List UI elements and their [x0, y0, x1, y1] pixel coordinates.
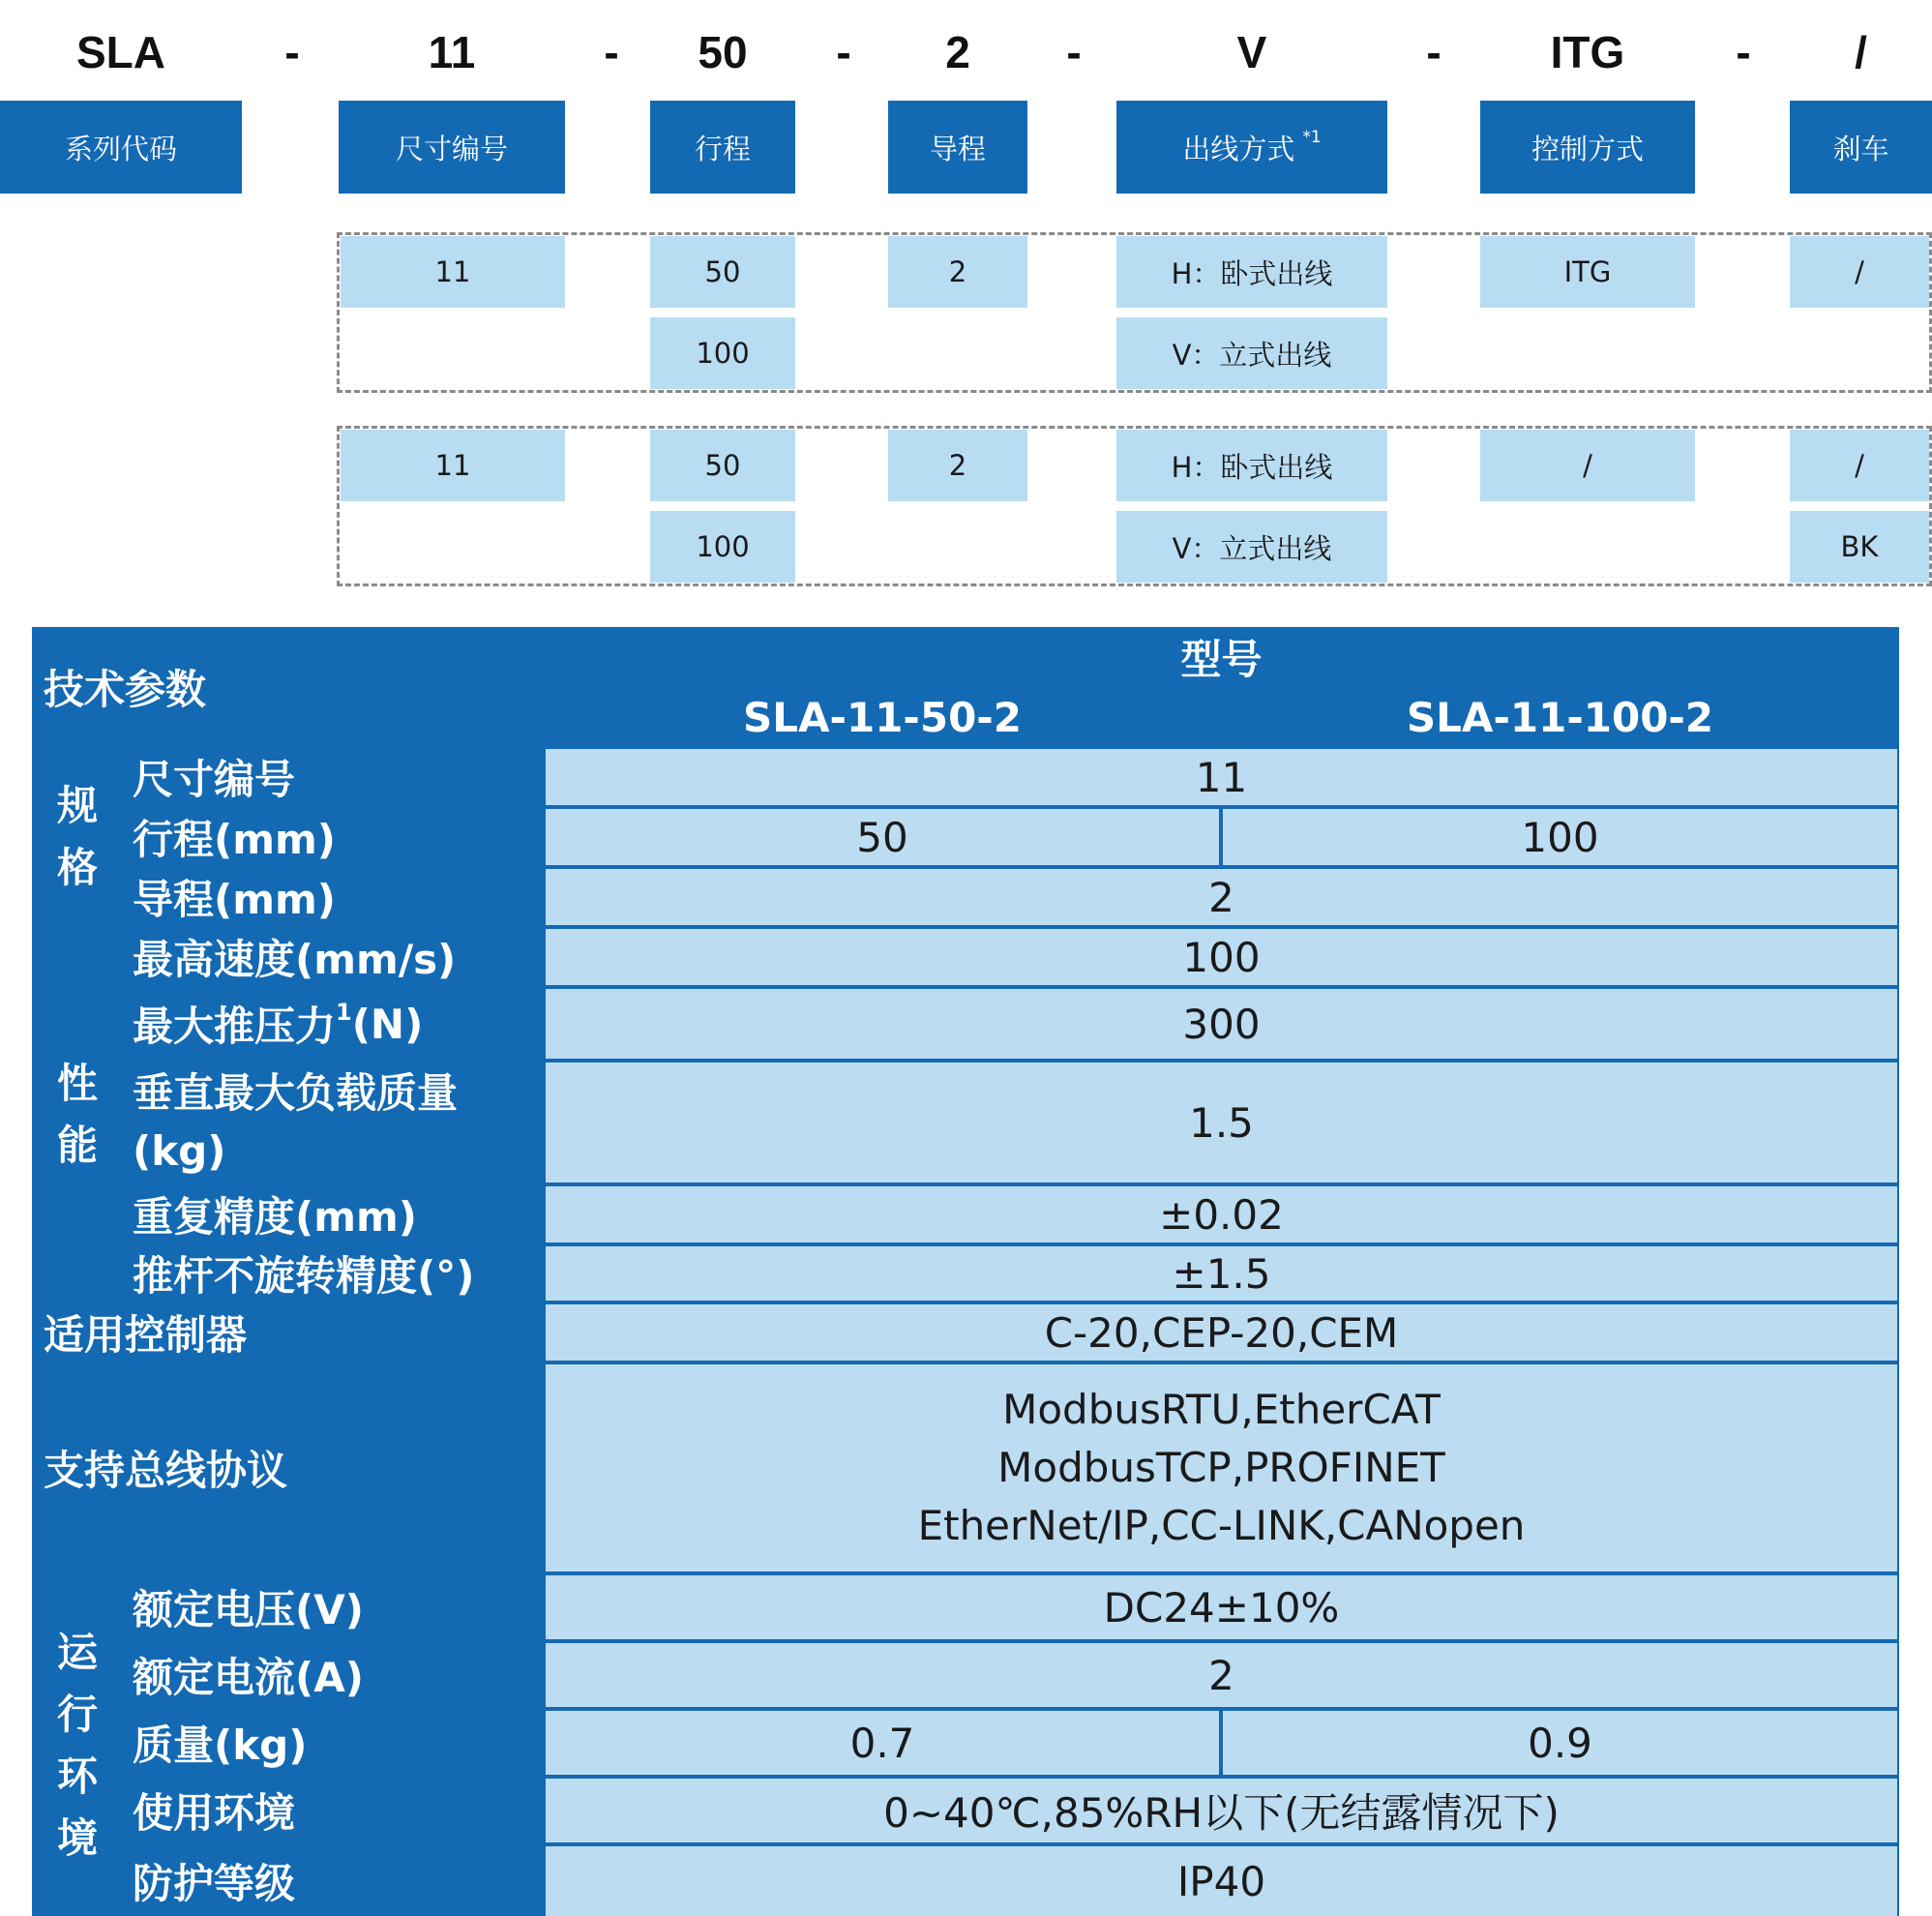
row-label-env-text: 使用环境: [133, 1789, 296, 1837]
header-lead: [888, 101, 1027, 194]
spec-title-text: 技术参数: [44, 666, 207, 713]
header-cable: [1116, 101, 1387, 194]
model-a-text: SLA-11-50-2: [743, 693, 1022, 741]
row-value-stroke-b: [1223, 809, 1897, 865]
code-separator: -: [284, 27, 300, 77]
header-stroke-label: 行程: [694, 132, 751, 165]
row-label-bus: [34, 1364, 543, 1572]
code-separator: -: [836, 27, 851, 77]
header-brake-label: 刹车: [1832, 132, 1889, 165]
code-series: SLA: [76, 27, 165, 77]
row-value-current: [546, 1643, 1897, 1707]
row-label-voltage: [123, 1575, 543, 1639]
model-b: [1223, 689, 1897, 745]
header-control: [1480, 101, 1695, 194]
row-value-load-text: 1.5: [1189, 1098, 1254, 1147]
model-header-text: 型号: [1180, 636, 1263, 683]
row-label-mass-text: 质量(kg): [133, 1721, 308, 1769]
g2-cable-v: V：立式出线: [1116, 511, 1387, 583]
row-value-env: [546, 1779, 1897, 1842]
group-performance-text: 性能: [57, 1060, 99, 1169]
row-label-lead-text: 导程(mm): [133, 876, 336, 923]
g1-cable-h: H：卧式出线: [1116, 236, 1387, 308]
header-stroke: [650, 101, 795, 194]
model-a: [546, 689, 1219, 745]
group-performance: [34, 929, 119, 1301]
g2-stroke-100: 100: [650, 511, 795, 583]
header-control-label: 控制方式: [1531, 132, 1644, 165]
row-value-force-text: 300: [1182, 1000, 1261, 1048]
row-label-size: [123, 749, 543, 805]
row-value-lead: [546, 869, 1897, 925]
code-separator: -: [1066, 27, 1082, 77]
row-value-ip-text: IP40: [1176, 1857, 1266, 1905]
row-value-current-text: 2: [1208, 1651, 1234, 1699]
row-value-speed-text: 100: [1182, 933, 1261, 981]
row-label-rotation: [123, 1246, 543, 1301]
g1-stroke-50: 50: [650, 236, 795, 308]
row-value-env-text: 0~40℃,85%RH以下(无结露情况下): [883, 1789, 1560, 1837]
row-label-mass: [123, 1711, 543, 1775]
code-separator: -: [1426, 27, 1442, 77]
row-label-current-text: 额定电流(A): [133, 1654, 364, 1701]
row-value-controller: [546, 1304, 1897, 1361]
row-value-ip: [546, 1846, 1897, 1916]
row-value-mass-a-text: 0.7: [849, 1719, 915, 1767]
g1-control: ITG: [1480, 236, 1695, 308]
header-size: [339, 101, 565, 194]
spec-title: [34, 629, 543, 745]
row-label-size-text: 尺寸编号: [133, 756, 296, 803]
g1-stroke-100: 100: [650, 317, 795, 389]
row-value-stroke-a: [546, 809, 1219, 865]
group-environment: [34, 1575, 119, 1916]
row-label-controller: [34, 1304, 543, 1361]
row-label-repeat-text: 重复精度(mm): [133, 1193, 417, 1241]
row-value-repeat-text: ±0.02: [1159, 1190, 1284, 1239]
header-size-label: 尺寸编号: [395, 132, 508, 165]
row-value-mass-b: [1223, 1711, 1897, 1775]
footnote-marker: *1: [1302, 128, 1322, 147]
row-value-rotation-text: ±1.5: [1172, 1249, 1271, 1298]
row-value-mass-b-text: 0.9: [1528, 1719, 1592, 1767]
row-label-repeat: [123, 1186, 543, 1242]
row-value-load: [546, 1063, 1897, 1183]
row-value-voltage: [546, 1575, 1897, 1639]
code-control: ITG: [1550, 27, 1625, 77]
row-label-bus-text: 支持总线协议: [44, 1447, 288, 1494]
row-label-stroke: [123, 809, 543, 865]
row-value-stroke-a-text: 50: [856, 813, 908, 861]
g2-cable-h: H：卧式出线: [1116, 430, 1387, 501]
row-value-repeat: [546, 1186, 1897, 1242]
g1-lead: 2: [888, 236, 1027, 308]
g1-brake: /: [1790, 236, 1929, 308]
header-series: [0, 101, 242, 194]
row-label-ip-text: 防护等级: [133, 1860, 296, 1907]
group-environment-text: 运行环境: [57, 1629, 99, 1862]
row-value-voltage-text: DC24±10%: [1103, 1583, 1340, 1632]
row-value-rotation: [546, 1246, 1897, 1301]
row-label-force: [123, 989, 543, 1059]
row-value-force: [546, 989, 1897, 1059]
code-size: 11: [428, 27, 476, 77]
code-separator: -: [604, 27, 619, 77]
header-lead-label: 导程: [929, 132, 986, 165]
row-label-controller-text: 适用控制器: [44, 1311, 248, 1359]
row-value-mass-a: [546, 1711, 1219, 1775]
group-specs: [34, 749, 119, 925]
model-b-text: SLA-11-100-2: [1406, 693, 1714, 741]
g2-control: /: [1480, 430, 1695, 501]
row-label-force-unit: (N): [351, 1000, 424, 1048]
row-value-bus: [546, 1364, 1897, 1572]
g1-size: 11: [341, 236, 565, 308]
g1-cable-v: V：立式出线: [1116, 317, 1387, 389]
row-label-load-text-2: (kg): [133, 1127, 226, 1175]
row-label-force-text: 最大推压力: [133, 1003, 337, 1050]
row-value-stroke-b-text: 100: [1521, 813, 1599, 861]
bus-protocol-line: ModbusTCP,PROFINET: [997, 1444, 1445, 1491]
group-specs-text: 规格: [57, 782, 99, 891]
row-label-speed: [123, 929, 543, 985]
code-stroke: 50: [698, 27, 748, 77]
code-lead: 2: [945, 27, 970, 77]
code-cable: V: [1236, 27, 1267, 77]
row-label-lead: [123, 869, 543, 925]
row-value-speed: [546, 929, 1897, 985]
code-brake: /: [1855, 27, 1867, 77]
g2-lead: 2: [888, 430, 1027, 501]
force-footnote-marker: 1: [336, 999, 352, 1026]
row-label-rotation-text: 推杆不旋转精度(°): [133, 1252, 475, 1300]
row-value-controller-text: C-20,CEP-20,CEM: [1044, 1308, 1399, 1357]
bus-protocol-line: ModbusRTU,EtherCAT: [1002, 1386, 1441, 1433]
row-label-voltage-text: 额定电压(V): [133, 1586, 364, 1633]
row-label-load: [123, 1063, 543, 1183]
row-label-speed-text: 最高速度(mm/s): [133, 936, 457, 983]
row-label-ip: [123, 1846, 543, 1916]
g2-brake-none: /: [1790, 430, 1929, 501]
model-header: [546, 629, 1897, 685]
g2-stroke-50: 50: [650, 430, 795, 501]
g2-size: 11: [341, 430, 565, 501]
row-label-stroke-text: 行程(mm): [133, 816, 336, 863]
header-series-label: 系列代码: [64, 132, 177, 165]
header-brake: [1790, 101, 1932, 194]
bus-protocol-line: EtherNet/IP,CC-LINK,CANopen: [917, 1502, 1526, 1549]
row-value-size-text: 11: [1195, 753, 1248, 801]
row-label-env: [123, 1779, 543, 1842]
row-value-size: [546, 749, 1897, 805]
header-cable-label: 出线方式: [1182, 132, 1295, 165]
row-label-load-text-1: 垂直最大负载质量: [133, 1069, 459, 1117]
row-value-lead-text: 2: [1208, 873, 1234, 921]
code-separator: -: [1736, 27, 1751, 77]
row-label-current: [123, 1643, 543, 1707]
g2-brake-bk: BK: [1790, 511, 1929, 583]
